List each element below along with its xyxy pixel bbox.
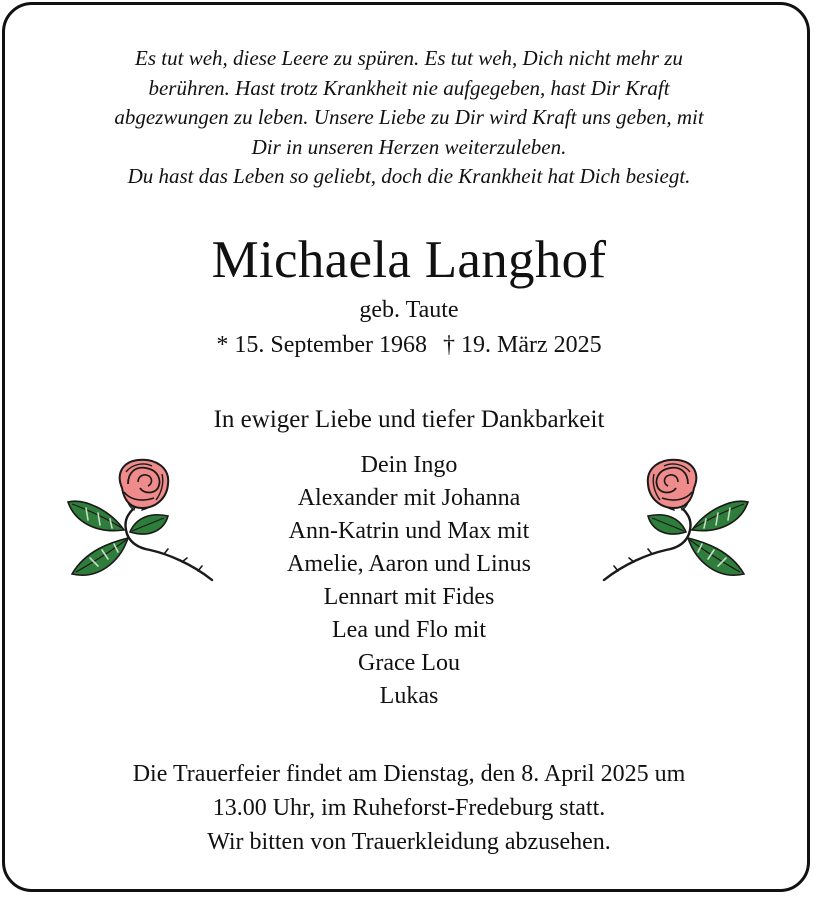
- notice-line: Wir bitten von Trauerkleidung abzusehen.: [207, 829, 611, 855]
- poem-line: Es tut weh, diese Leere zu spüren. Es tut weh, Dich nicht mehr zu: [135, 46, 683, 70]
- poem: [20, 44, 798, 192]
- poem-line: Dir in unseren Herzen weiterzuleben.: [251, 134, 567, 159]
- mourner: Amelie, Aaron und Linus: [287, 551, 531, 577]
- life-dates: [0, 329, 818, 361]
- deceased-name: Michaela Langhof: [211, 231, 607, 289]
- mourner: Lennart mit Fides: [323, 584, 495, 610]
- mourner: Alexander mit Johanna: [297, 485, 521, 511]
- mourner: Grace Lou: [358, 650, 460, 676]
- poem-line: berühren. Hast trotz Krankheit nie aufgegeben, hast Dir Kraft: [148, 75, 670, 100]
- mourner: Lea und Flo mit: [332, 617, 486, 643]
- maiden-name: geb. Taute: [359, 297, 459, 323]
- mourner: Ann-Katrin und Max mit: [288, 518, 530, 544]
- poem-line: abgezwungen zu leben. Unsere Liebe zu Dir wird Kraft uns geben, mit: [114, 105, 704, 129]
- dedication: In ewiger Liebe und tiefer Dankbarkeit: [213, 406, 605, 433]
- mourners-list: [200, 449, 618, 713]
- poem-line: Du hast das Leben so geliebt, doch die Krankheit hat Dich besiegt.: [127, 164, 691, 188]
- rose-icon: [64, 458, 214, 588]
- death-date: † 19. März 2025: [443, 332, 602, 358]
- mourner: Lukas: [379, 683, 439, 709]
- rose-icon: [602, 458, 752, 588]
- notice-line: Die Trauerfeier findet am Dienstag, den 8. April 2025 um: [132, 761, 686, 787]
- birth-date: * 15. September 1968: [216, 332, 427, 358]
- funeral-notice: [20, 757, 798, 859]
- notice-line: 13.00 Uhr, im Ruheforst-Fredeburg statt.: [212, 795, 606, 821]
- mourner: Dein Ingo: [360, 452, 458, 478]
